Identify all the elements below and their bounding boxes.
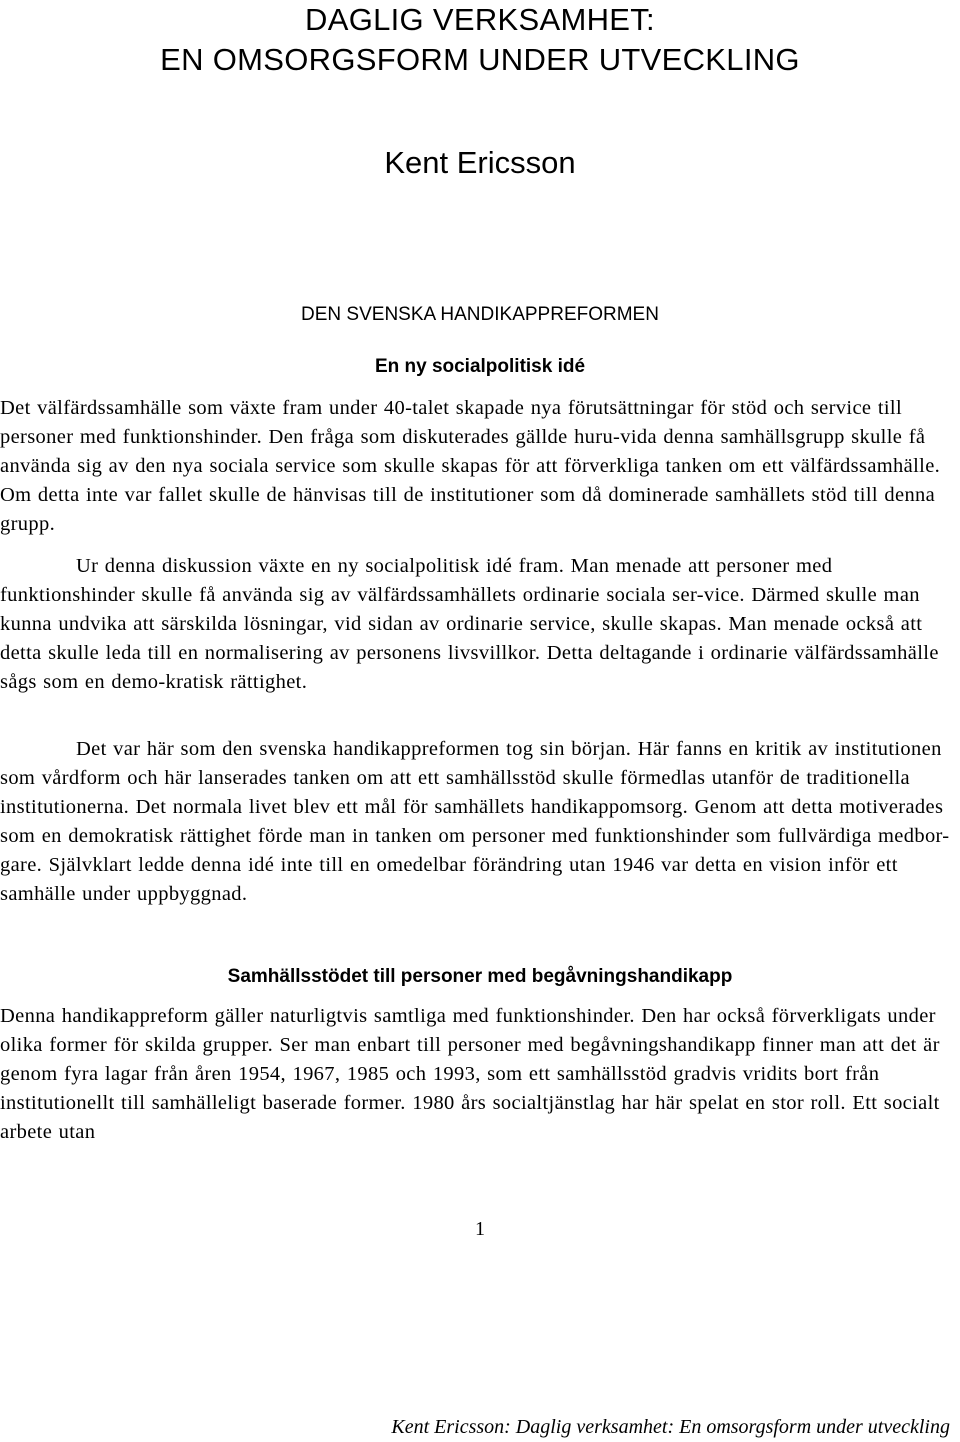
heading-new-idea: En ny socialpolitisk idé — [374, 356, 586, 377]
paragraph-1: Det välfärdssamhälle som växte fram under 40-talet skapade nya förutsättningar för stöd och service till personer med funktionshinder. Den fråga som diskuterades gällde huru-vida denna samhällsgrupp skulle få använda sig av den nya sociala service som skulle skapas för att förverkliga tanken om ett välfärdssamhälle. Om detta inte var fallet skulle de hänvisas till de institutioner som då dominerade samhällets stöd till denna grupp. — [0, 397, 941, 535]
paragraph-3: Det var här som den svenska handikappreformen tog sin början. Här fanns en kritik av institutionen som vårdform och här lanserades tanken om att ett samhällsstöd skulle förmedlas utanför de traditionella institutionerna. Det normala livet blev ett mål för samhällets handikappomsorg. Genom att detta motiverades som en demokratisk rättighet förde man in tanken om personer med funktionshinder som fullvärdiga medbor-gare. Självklart ledde denna idé inte till en omedelbar förändring utan 1946 var detta en vision inför ett samhälle under uppbyggnad. — [0, 738, 950, 905]
paragraph-2: Ur denna diskussion växte en ny socialpolitisk idé fram. Man menade att personer med funktionshinder skulle få använda sig av välfärdssamhällets ordinarie sociala ser-vice. Därmed skulle man kunna undvika att särskilda lösningar, vid sidan av ordinarie service, skulle skapas. Man menade också att detta skulle leda till en normalisering av personens livsvillkor. Detta deltagande i ordinarie välfärdssamhälle sågs som en demo-kratisk rättighet. — [0, 555, 939, 693]
page-number: 1 — [475, 1218, 485, 1240]
author-name: Kent Ericsson — [384, 145, 576, 180]
paragraph-4: Denna handikappreform gäller naturligtvis samtliga med funktionshinder. Den har också förverkligats under olika former för skilda grupper. Ser man enbart till personer med begåvningshandikapp finner man att det är genom fyra lagar från åren 1954, 1967, 1985 och 1993, som ett samhällsstöd gradvis vridits bort från institutionellt till samhälleligt baserade former. 1980 års socialtjänstlag har här spelat en stor roll. Ett socialt arbete utan — [0, 1005, 940, 1143]
document-title-line-2: EN OMSORGSFORM UNDER UTVECKLING — [160, 42, 800, 77]
document-title-line-1: DAGLIG VERKSAMHET: — [305, 2, 655, 37]
heading-support: Samhällsstödet till personer med begåvningshandikapp — [227, 966, 733, 987]
section-label: DEN SVENSKA HANDIKAPPREFORMEN — [301, 304, 659, 325]
page-footer: Kent Ericsson: Daglig verksamhet: En omsorgsform under utveckling — [391, 1416, 950, 1438]
